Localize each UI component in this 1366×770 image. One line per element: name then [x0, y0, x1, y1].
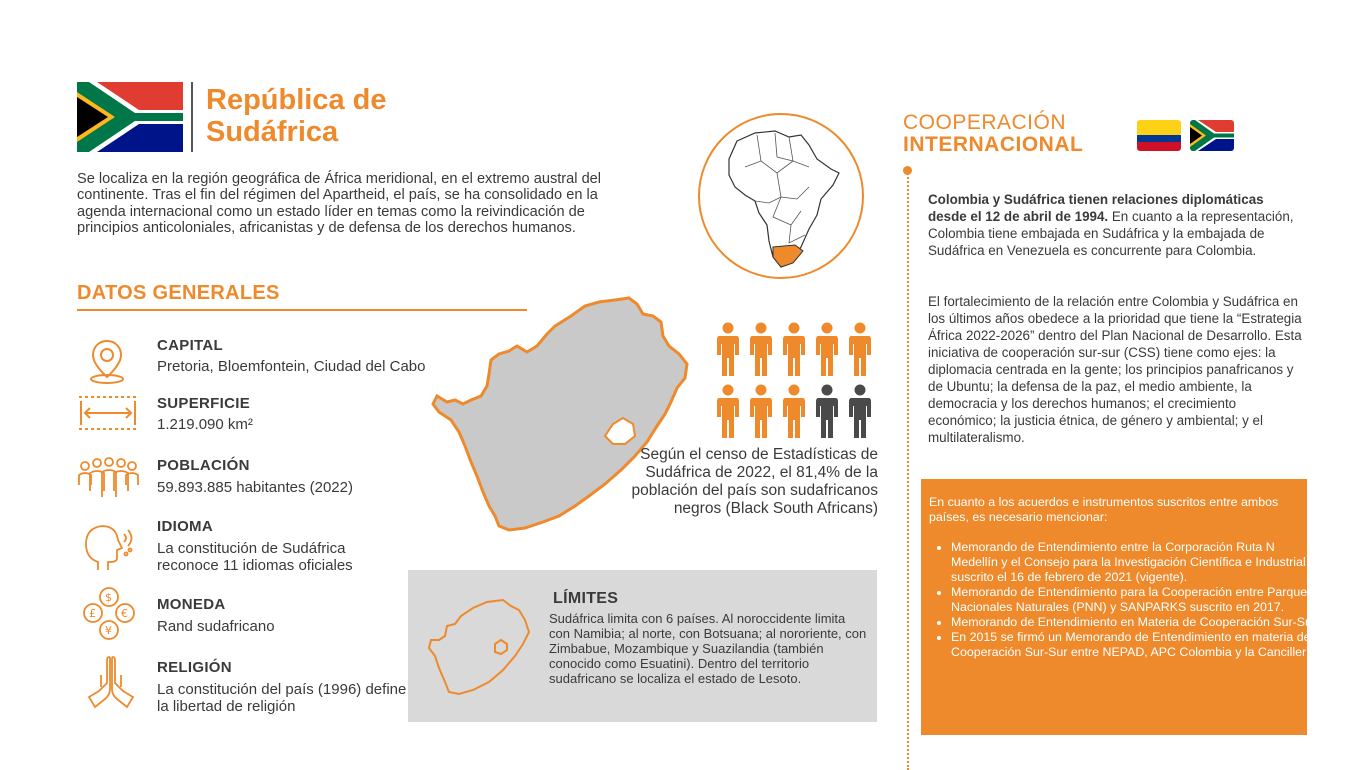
fact-label-superficie: SUPERFICIE — [157, 395, 251, 412]
population-icon — [76, 455, 140, 501]
praying-hands-icon — [85, 653, 137, 709]
svg-text:$: $ — [105, 591, 112, 604]
census-text: Según el censo de Estadísticas de Sudáfrica de 2022, el 81,4% de la población del país son sudafricanos negros (Black South Africans) — [631, 446, 878, 517]
coop-p1-rest: En cuanto a la representación, Colombia tiene embajada en Sudáfrica y la embajada de Sudáfrica en Venezuela es concurrente para Colombia. — [928, 209, 1294, 258]
timeline-dot — [903, 166, 912, 175]
person-icon — [816, 323, 838, 377]
list-item: • Memorando de Entendimiento entre la Corporación Ruta N Medellín y el Consejo para la Investigación Científica e Industrial suscrito el 16 de febrero de 2021 (vigente). — [951, 540, 1323, 585]
africa-locator-map — [697, 107, 865, 285]
datos-generales-heading: DATOS GENERALES — [77, 282, 280, 304]
fact-label-moneda: MONEDA — [157, 596, 226, 613]
list-item: • En 2015 se firmó un Memorando de Entendimiento en materia de Cooperación Sur-Sur entre NEPAD, APC Colombia y la Cancillería. — [951, 630, 1323, 660]
colombia-flag — [1137, 120, 1181, 151]
title-divider — [191, 82, 193, 152]
person-icon — [750, 323, 772, 377]
fact-value-poblacion: 59.893.885 habitantes (2022) — [157, 479, 353, 496]
person-icon — [849, 323, 871, 377]
fact-label-poblacion: POBLACIÓN — [157, 457, 250, 474]
person-icon — [717, 385, 739, 439]
census-people-pictogram — [714, 322, 879, 440]
speaking-head-icon — [80, 520, 136, 572]
person-icon — [717, 323, 739, 377]
svg-text:£: £ — [89, 607, 96, 620]
fact-value-capital: Pretoria, Bloemfontein, Ciudad del Cabo — [157, 358, 426, 375]
person-icon — [849, 385, 871, 439]
agreements-list — [929, 540, 1323, 660]
coop-paragraph-1 — [928, 191, 1300, 259]
limits-text: Sudáfrica limita con 6 países. Al noroccidente limita con Namibia; al norte, con Botsuana; al nororiente, con Zimbabue, Mozambique y Suazilandia (también conocido como Esuatini). Dentro del territorio sudafricano se localiza el estado de Lesoto. — [549, 611, 867, 686]
intro-paragraph: Se localiza en la región geográfica de África meridional, en el extremo austral del continente. Tras el fin del régimen del Apartheid, el país, se ha consolidado en la agenda internacional como un estado líder en temas como la reivindicación de principios anticoloniales, africanistas y de defensa de los derechos humanos. — [77, 171, 602, 237]
fact-value-idioma: La constitución de Sudáfrica reconoce 11 idiomas oficiales — [157, 540, 353, 574]
fact-label-religion: RELIGIÓN — [157, 659, 232, 676]
person-icon — [750, 385, 772, 439]
fact-value-superficie: 1.219.090 km² — [157, 416, 253, 433]
fact-value-moneda: Rand sudafricano — [157, 618, 275, 635]
coop-title-light: COOPERACIÓN — [903, 111, 1067, 134]
svg-text:€: € — [121, 607, 128, 620]
person-icon — [783, 385, 805, 439]
south-africa-flag-small — [1190, 120, 1234, 151]
list-item: • Memorando de Entendimiento para la Cooperación entre Parques Nacionales Naturales (PNN) y SANPARKS suscrito en 2017. — [951, 585, 1323, 615]
fact-label-idioma: IDIOMA — [157, 518, 213, 535]
south-africa-outline-icon — [425, 596, 533, 696]
coop-title-bold: INTERNACIONAL — [903, 133, 1084, 156]
fact-label-capital: CAPITAL — [157, 337, 223, 354]
list-item: • Memorando de Entendimiento en Materia de Cooperación Sur-Sur: — [951, 615, 1323, 630]
limits-heading: LÍMITES — [553, 590, 619, 607]
south-africa-flag — [77, 82, 183, 152]
person-icon — [783, 323, 805, 377]
currency-coins-icon — [81, 586, 137, 642]
timeline-dotted-line — [907, 170, 909, 770]
location-pin-icon — [82, 335, 132, 385]
coop-paragraph-2: El fortalecimiento de la relación entre Colombia y Sudáfrica en los últimos años obedece a la prioridad que tiene la “Estrategia África 2022-2026” dentro del Plan Nacional de Desarrollo. Esta iniciativa de cooperación sur-sur (CSS) tiene como ejes: la diplomacia centrada en la gente; los principios panafricanos y de Ubuntu; la defensa de la paz, el medio ambiente, la democracia y los derechos humanos; el crecimiento económico; la justicia étnica, de género y ambiental; y el multilateralismo. — [928, 294, 1302, 445]
coop-p1-bold: Colombia y Sudáfrica tienen relaciones diplomáticas desde el 12 de abril de 1994. — [928, 192, 1264, 224]
fact-value-religion: La constitución del país (1996) define la libertad de religión — [157, 681, 407, 715]
page-title: República de Sudáfrica — [206, 84, 387, 148]
width-arrows-icon — [77, 393, 139, 433]
agreements-intro: En cuanto a los acuerdos e instrumentos suscritos entre ambos países, es necesario mencionar: — [929, 495, 1279, 524]
svg-text:¥: ¥ — [105, 624, 112, 637]
person-icon — [816, 385, 838, 439]
